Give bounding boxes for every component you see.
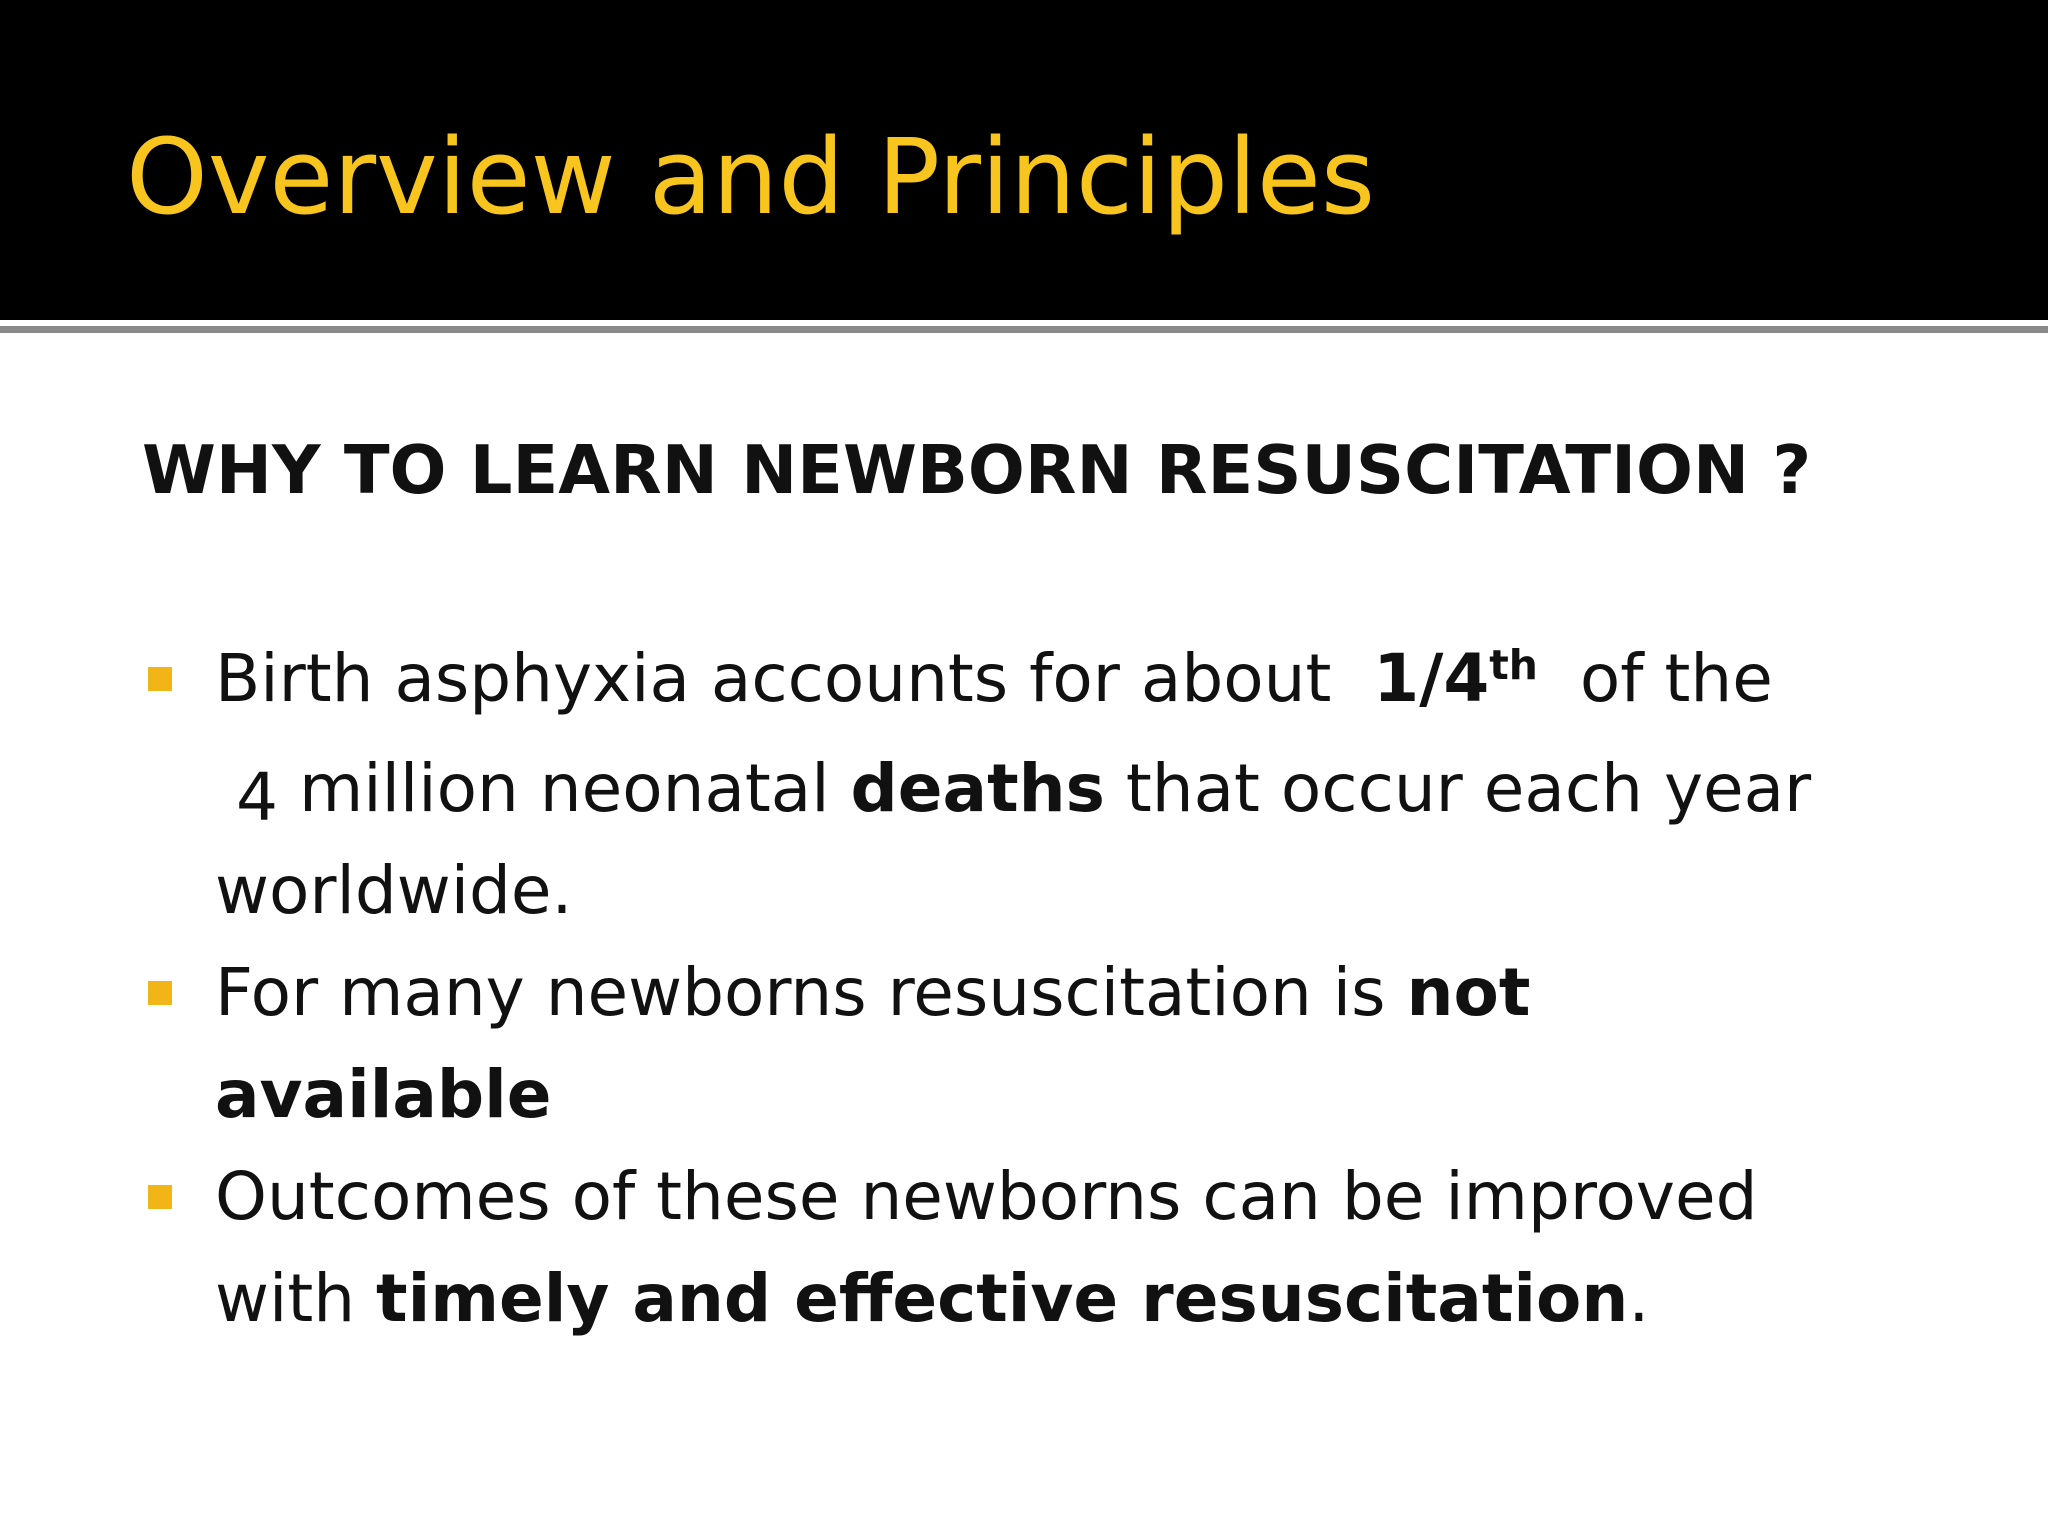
- bullet-list: [142, 628, 1982, 1350]
- bullet-item-outcomes: [142, 1146, 1982, 1350]
- section-heading: WHY TO LEARN NEWBORN RESUSCITATION ?: [142, 431, 1812, 509]
- square-bullet-icon: [148, 981, 172, 1005]
- text-run: with: [215, 1260, 356, 1337]
- ordinal-superscript: th: [1489, 640, 1538, 689]
- square-bullet-icon: [148, 1185, 172, 1209]
- text-run: For many newborns resuscitation is: [215, 954, 1386, 1031]
- text-run: .: [1628, 1260, 1650, 1337]
- number-value: 4: [235, 759, 278, 837]
- bullet-item-availability: [142, 942, 1982, 1146]
- bullet-line: Outcomes of these newborns can be improved: [215, 1158, 1758, 1235]
- title-bar: [0, 0, 2048, 320]
- bullet-line: [215, 1248, 1982, 1350]
- text-run: of the: [1579, 640, 1773, 717]
- emphasis-text: not: [1406, 954, 1531, 1031]
- bullet-item-birth-asphyxia: [142, 628, 1982, 942]
- bullet-line: [215, 738, 1982, 840]
- bullet-line: worldwide.: [215, 852, 573, 929]
- text-run: that occur each year: [1125, 750, 1812, 827]
- square-bullet-icon: [148, 667, 172, 691]
- bullet-line: available: [215, 1056, 552, 1133]
- bullet-line: [215, 628, 1982, 738]
- bullet-line: [215, 942, 1982, 1044]
- slide-title: Overview and Principles: [126, 116, 1376, 238]
- emphasis-text: deaths: [850, 750, 1105, 827]
- text-run: million neonatal: [298, 750, 830, 827]
- emphasis-text: timely and effective resuscitation: [376, 1260, 1629, 1337]
- fraction-value: 1/4: [1373, 640, 1490, 717]
- text-run: Birth asphyxia accounts for about: [215, 640, 1332, 717]
- title-divider: [0, 326, 2048, 333]
